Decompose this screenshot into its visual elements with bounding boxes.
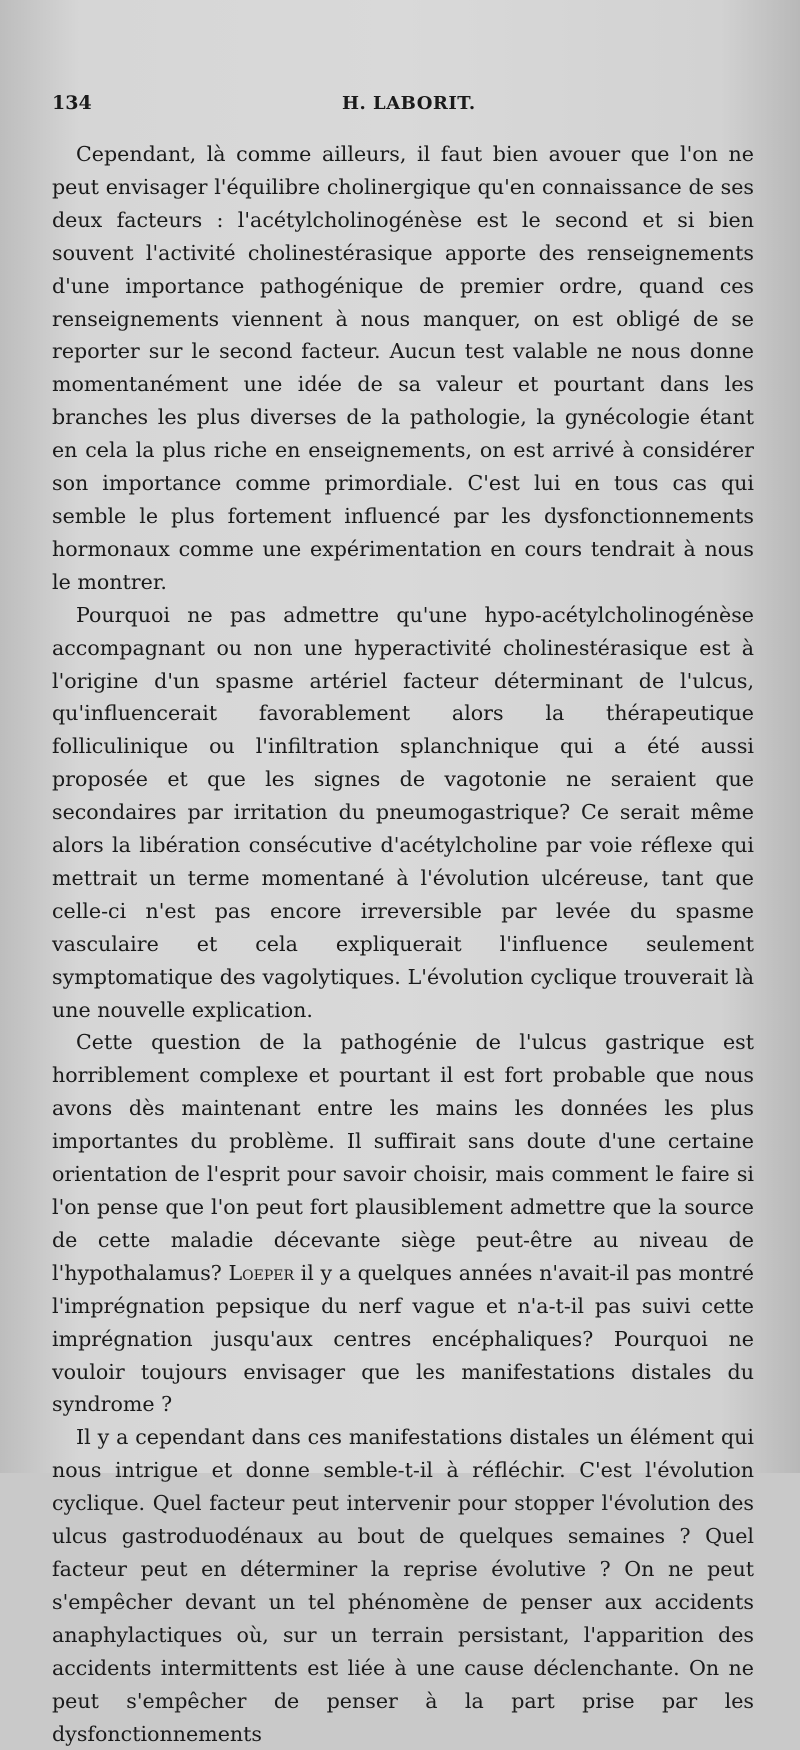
paragraph-3-text-before: Cette question de la pathogénie de l'ulcus gastrique est horriblement complexe et pourtant il est fort probable que nous avons dès maintenant entre les mains les données les plus importantes du problème. Il suffirait sans doute d'une certaine orientation de l'esprit pour savoir choisir, mais comment le faire si l'on pense que l'on peut fort plausiblement admettre que la source de cette maladie décevante siège peut-être au niveau de l'hypothalamus? [52, 1030, 754, 1285]
body-text [52, 138, 754, 1750]
paragraph-3 [52, 1026, 754, 1421]
paragraph-3-text-after: il y a quelques années n'avait-il pas montré l'imprégnation pepsique du nerf vague et n'a-t-il pas suivi cette imprégnation jusqu'aux centres encéphaliques? Pourquoi ne vouloir toujours envisager que les manifestations distales du syndrome ? [52, 1260, 754, 1417]
paragraph-4: Il y a cependant dans ces manifestations distales un élément qui nous intrigue et donne semble-t-il à réfléchir. C'est l'évolution cyclique. Quel facteur peut intervenir pour stopper l'évolution des ulcus gastroduodénaux au bout de quelques semaines ? Quel facteur peut en déterminer la reprise évolutive ? On ne peut s'empêcher devant un tel phénomène de penser aux accidents anaphylactiques où, sur un terrain persistant, l'apparition des accidents intermittents est liée à une cause déclenchante. On ne peut s'empêcher de penser à la part prise par les dysfonctionnements [52, 1425, 754, 1746]
page-number: 134 [52, 92, 92, 114]
running-title: H. LABORIT. [342, 93, 476, 114]
author-name-loeper: Loeper [228, 1260, 295, 1285]
page-header [52, 92, 754, 132]
paragraph-1: Cependant, là comme ailleurs, il faut bien avouer que l'on ne peut envisager l'équilibre cholinergique qu'en connaissance de ses deux facteurs : l'acétylcholinogénèse est le second et si bien souvent l'activité cholinestérasique apporte des renseignements d'une importance pathogénique de premier ordre, quand ces renseignements viennent à nous manquer, on est obligé de se reporter sur le second facteur. Aucun test valable ne nous donne momentanément une idée de sa valeur et pourtant dans les branches les plus diverses de la pathologie, la gynécologie étant en cela la plus riche en enseignements, on est arrivé à considérer son importance comme primordiale. C'est lui en tous cas qui semble le plus fortement influencé par les dysfonctionnements hormonaux comme une expérimentation en cours tendrait à nous le montrer. [52, 142, 754, 594]
paragraph-2: Pourquoi ne pas admettre qu'une hypo-acétylcholinogénèse accompagnant ou non une hyperactivité cholinestérasique est à l'origine d'un spasme artériel facteur déterminant de l'ulcus, qu'influencerait favorablement alors la thérapeutique folliculinique ou l'infiltration splanchnique qui a été aussi proposée et que les signes de vagotonie ne seraient que secondaires par irritation du pneumogastrique? Ce serait même alors la libération consécutive d'acétylcholine par voie réflexe qui mettrait un terme momentané à l'évolution ulcéreuse, tant que celle-ci n'est pas encore irreversible par levée du spasme vasculaire et cela expliquerait l'influence seulement symptomatique des vagolytiques. L'évolution cyclique trouverait là une nouvelle explication. [52, 602, 754, 1022]
